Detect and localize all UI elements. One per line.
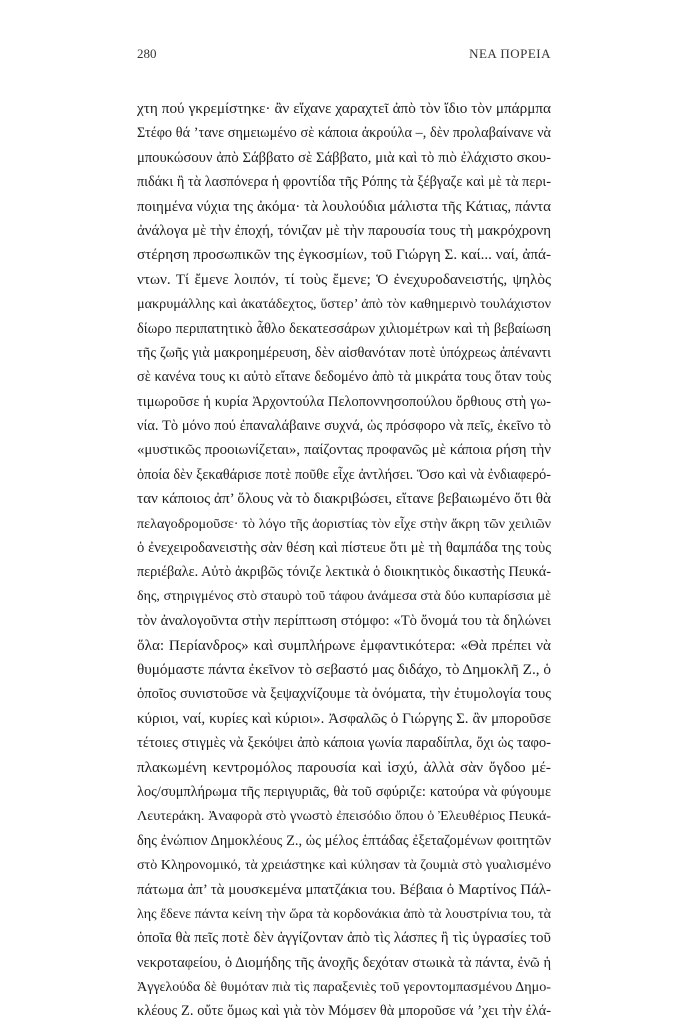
text-line: δης ἐνώπιον Δημοκλέους Ζ., ὡς μέλος ἑπτάδας ἐξεταζομένων φοιτητῶν [137,832,551,849]
text-line: Ἀγγελούδα δὲ θυμόταν πιὰ τὶς παραξενιὲς τοῦ γεροντομπασμένου Δημο- [137,979,551,996]
body-text [137,97,551,1024]
journal-title: ΝΕΑ ΠΟΡΕΙΑ [469,46,551,61]
text-line: λος/συμπλήρωμα τῆς περιγυριᾶς, θὰ τοῦ σφύριζε: κατούρα νὰ φύγουμε [137,783,551,800]
text-line: μακρυμάλλης καὶ ἀκατάδεχτος, ὕστερ’ ἀπὸ τὸν καθημερινὸ τουλάχιστον [137,296,551,313]
text-line: ταν κάποιος ἀπ’ ὅλους νὰ τὸ διακριβώσει, εἴτανε βεβαιωμένο ὅτι θὰ [137,490,551,508]
text-line: νία. Τὸ μόνο πού ἐπαναλάβαινε συχνά, ὡς πρόσφορο νὰ πεῖς, ἐκεῖνο τὸ [137,418,551,435]
text-line: Λευτεράκη. Ἀναφορὰ στὸ γνωστὸ ἐπεισόδιο ὅπου ὁ Ἐλευθέριος Πευκά- [137,808,551,825]
text-line: κλέους Ζ. οὔτε ὅμως καὶ γιὰ τὸν Μόμσεν θὰ μποροῦσε νά ’χει τὴν ἐλά- [137,1003,551,1020]
text-line: ὁποῖος συνιστοῦσε νὰ ξεψαχνίζουμε τὰ ὀνόματα, τὴν ἐτυμολογία τους [137,686,551,703]
text-line: σὲ κανένα τους κι αὐτὸ εἴτανε δεδομένο ἀπὸ τὰ μικράτα τους ὅταν τοὺς [137,369,551,386]
text-line: θυμόμαστε πάντα ἐκεῖνον τὸ σεβαστό μας διδάχο, τὸ Δημοκλῆ Ζ., ὁ [137,660,551,678]
text-line: πιδάκι ἢ τὰ λασπόνερα ἡ φροντίδα τῆς Ρόπης τὰ ξέβγαζε καὶ μὲ τὰ περι- [137,174,551,191]
text-line: τιμωροῦσε ἡ κυρία Ἀρχοντούλα Πελοποννησοπούλου ὄρθιους στὴ γω- [137,393,551,410]
text-line: πλακωμένη κεντρομόλος παρουσία καὶ ἰσχύ, ἀλλὰ σὰν ὄγδοο μέ- [137,758,551,776]
text-line: δίωρο περιπατητικὸ ἆθλο δεκατεσσάρων χιλιομέτρων καὶ τὴ βεβαίωση [137,320,551,337]
text-line: ντων. Τί ἔμενε λοιπόν, τί τοὺς ἔμενε; Ὁ ἐνεχυροδανειστής, ψηλὸς [137,270,551,288]
text-line: στὸ Κληρονομικό, τὰ χρειάστηκε καὶ κύλησαν τὰ ζουμιὰ στὸ γυαλισμένο [137,857,551,874]
text-line: ὅλα: Περίανδρος» καὶ συμπλήρωνε ἐμφαντικότερα: «Θὰ πρέπει νὰ [137,636,551,654]
text-line: στέρηση προσωπικῶν της ἐγκοσμίων, τοῦ Γιώργη Σ. καί... ναί, ἀπά- [137,246,551,264]
page-number: 280 [137,46,157,61]
text-line: «μυστικῶς προοιωνίζεται», παίζοντας προφανῶς μὲ κάποια ρήση τὴν [137,442,551,459]
text-line: πάτωμα ἀπ’ τὰ μουσκεμένα μπατζάκια του. Βέβαια ὁ Μαρτίνος Πάλ- [137,881,551,898]
text-line: νεκροταφείου, ὁ Διομήδης τῆς ἀνοχῆς δεχόταν στωικὰ τὰ πάντα, ἐνῶ ἡ [137,954,551,971]
text-line: περιέβαλε. Αὐτὸ ἀκριβῶς τόνιζε λεκτικὰ ὁ διοικητικὸς δικαστὴς Πευκά- [137,564,551,581]
text-line: Στέφο θά ’τανε σημειωμένο σὲ κάποια ἀκρούλα –, δὲν προλαβαίνανε νὰ [137,125,551,142]
text-line: δης, στηριγμένος στὸ σταυρὸ τοῦ τάφου ἀνάμεσα στὰ δύο κυπαρίσσια μὲ [137,588,551,604]
text-line: ὁ ἐνεχειροδανειστὴς σὰν θέση καὶ πίστευε ὅτι μὲ τὴ θαμπάδα της τοὺς [137,540,551,557]
text-line: τέτοιες στιγμὲς νὰ ξεκόψει ἀπὸ κάποια γωνία παραδίπλα, ὄχι ὡς ταφο- [137,735,551,752]
text-line: λης ἔδενε πάντα κείνη τὴν ὥρα τὰ κορδονάκια ἀπὸ τὰ λουστρίνια του, τὰ [137,905,551,922]
text-line: χτη πού γκρεμίστηκε· ἂν εἴχανε χαραχτεῖ ἀπὸ τὸν ἴδιο τὸν μπάρμπα [137,100,551,117]
text-line: ποιημένα νύχια της ἀκόμα· τὰ λουλούδια μάλιστα τῆς Κάτιας, πάντα [137,198,551,215]
running-head [137,46,551,64]
text-line: πελαγοδρομοῦσε· τὸ λόγο τῆς ἀοριστίας τὸν εἶχε στὴν ἄκρη τῶν χειλιῶν [137,515,551,532]
text-line: τὸν ἀναλογοῦντα στὴν περίπτωση στόμφο: «Τὸ ὄνομά του τὰ δηλώνει [137,613,551,630]
text-line: κύριοι, ναί, κυρίες καὶ κύριοι». Ἀσφαλῶς ὁ Γιώργης Σ. ἂν μποροῦσε [137,710,551,727]
text-line: τῆς ζωῆς γιὰ μακροημέρευση, δὲν αἰσθανόταν ποτὲ ὑπόχρεως ἀπέναντι [137,344,551,361]
text-line: ὁποῖα θὰ πεῖς ποτὲ δὲν ἀγγίζονταν ἀπὸ τὶς λάσπες ἢ τὶς ὑγρασίες τοῦ [137,930,551,947]
text-line: ἀνάλογα μὲ τὴν ἐποχή, τόνιζαν μὲ τὴν παρουσία τους τὴ μακρόχρονη [137,222,551,239]
text-line: μπουκώσουν ἀπὸ Σάββατο σὲ Σάββατο, μιὰ καὶ τὸ πιὸ ἐλάχιστο σκου- [137,149,551,166]
text-line: ὁποία δὲν ξεκαθάρισε ποτὲ ποῦθε εἶχε ἀντλήσει. Ὅσο καὶ νὰ ἐνδιαφερό- [137,466,551,483]
